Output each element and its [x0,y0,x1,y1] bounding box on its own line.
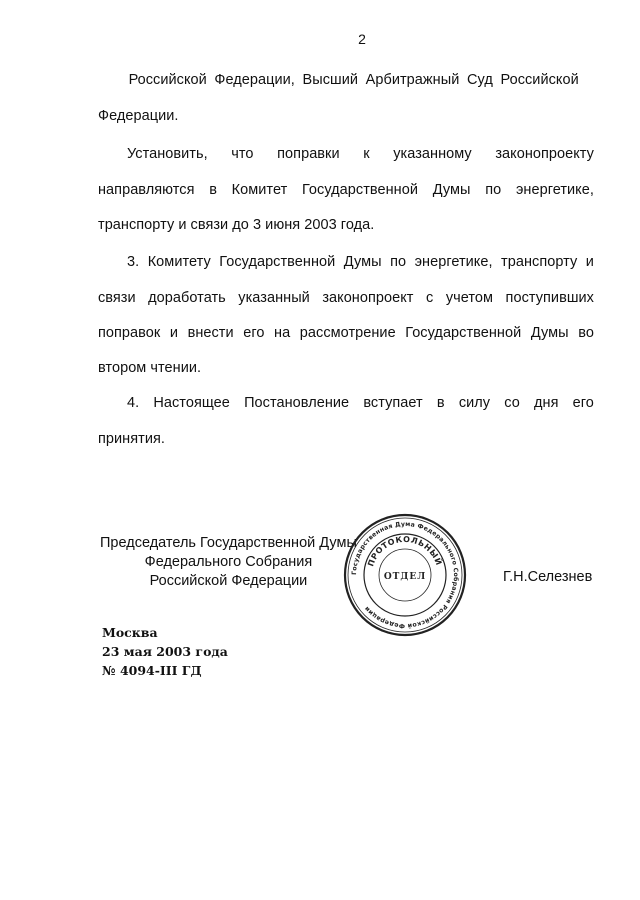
paragraph-1-line-1 [98,71,594,89]
word: энергетике, [414,254,493,270]
paragraph-4-line-2: принятия. [98,431,165,447]
word: направляются [98,182,195,198]
word: дня [534,395,559,411]
word: в [209,182,217,198]
word: что [231,146,254,162]
word: Федерации, [214,72,295,88]
word: поправок [98,325,161,341]
footer-date: 23 мая 2003 года [102,644,228,659]
word: энергетике, [515,182,594,198]
word: доработать [148,290,226,306]
word: вступает [363,395,423,411]
word: 4. [127,395,140,411]
word: по [390,254,407,270]
word: законопроекту [495,146,594,162]
footer-number: № 4094-III ГД [102,663,202,678]
paragraph-1-line-2: Федерации. [98,108,179,124]
word: по [485,182,502,198]
word: 3. [127,254,140,270]
word: Российской [128,72,207,88]
word: Установить, [127,146,208,162]
official-seal [342,512,468,638]
word: Государственной [302,182,418,198]
word: силу [458,395,491,411]
svg-text:ПРОТОКОЛЬНЫЙ [366,535,445,568]
paragraph-3-line-3 [98,324,594,342]
paragraph-2-line-2 [98,181,594,199]
word: Думы [343,254,382,270]
paragraph-3-line-1 [127,253,594,271]
word: поправки [277,146,340,162]
paragraph-4-line-1 [127,394,594,412]
word: и [169,325,178,341]
word: учетом [445,290,494,306]
paragraph-2-line-3: транспорту и связи до 3 июня 2003 года. [98,217,375,233]
word: с [426,290,434,306]
word: Думы [432,182,471,198]
paragraph-3-line-4: втором чтении. [98,360,202,376]
word: его [243,325,265,341]
word: в [436,395,445,411]
word: поступивших [505,290,594,306]
word: со [504,395,520,411]
page-number: 2 [358,31,366,47]
seal-center-text: ОТДЕЛ [383,572,427,582]
word: Комитет [231,182,288,198]
seal-outer-text: Государственная Дума Федерального Собрания Российской Федерации [350,520,460,630]
word: к [363,146,370,162]
paragraph-2-line-1 [127,145,594,163]
word: законопроект [322,290,414,306]
word: Арбитражный [365,72,460,88]
paragraph-3-line-2 [98,289,594,307]
signature-title-line-1: Председатель Государственной Думы [100,535,357,551]
seal-inner-text: ПРОТОКОЛЬНЫЙ [366,534,444,568]
word: на [274,325,291,341]
word: указанному [393,146,472,162]
word: Высший [302,72,359,88]
word: во [578,325,594,341]
signature-title-line-2: Федерального Собрания [144,554,313,570]
word: Постановление [244,395,350,411]
word: Думы [530,325,569,341]
word: Суд [467,72,493,88]
word: Государственной [405,325,522,341]
word: связи [98,290,136,306]
signatory-name: Г.Н.Селезнев [503,569,593,585]
footer-city: Москва [102,625,158,640]
word: его [572,395,594,411]
word: Российской [500,72,579,88]
word: указанный [238,290,310,306]
word: Настоящее [153,395,230,411]
word: Комитету [147,254,211,270]
word: внести [187,325,234,341]
word: и [585,254,594,270]
signature-title [100,534,357,591]
word: рассмотрение [299,325,396,341]
signature-title-line-3: Российской Федерации [149,573,308,589]
word: Государственной [219,254,336,270]
word: транспорту [501,254,578,270]
